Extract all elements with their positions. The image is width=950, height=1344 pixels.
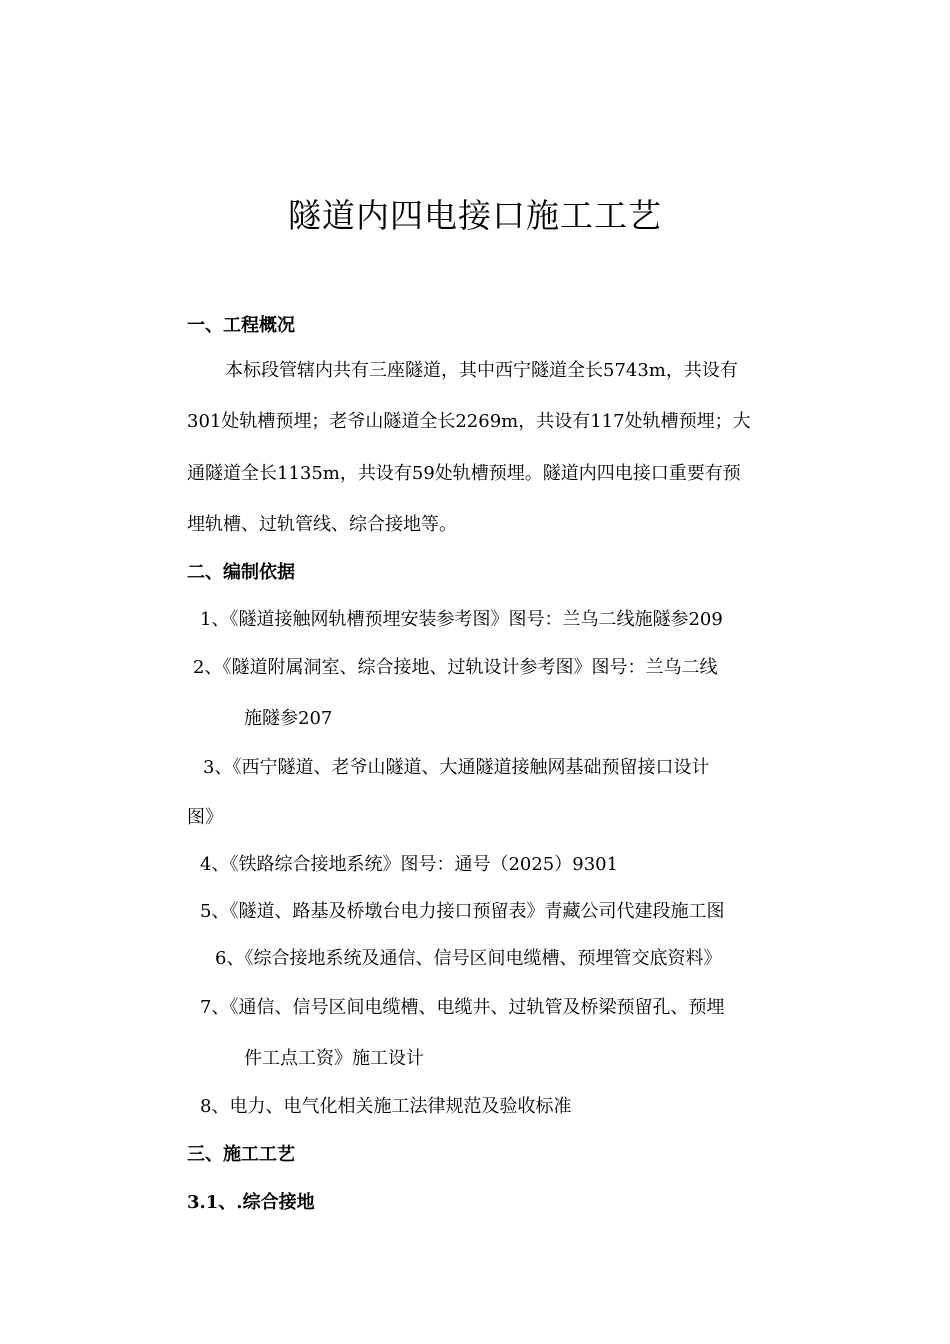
subsection-heading-grounding: 3.1、.综合接地 [187, 1192, 315, 1213]
section-heading-basis: 二、编制依据 [187, 562, 295, 583]
paragraph-line: 通隧道全长1135m，共设有59处轨槽预埋。隧道内四电接口重要有预 [187, 463, 741, 484]
paragraph-line: 301处轨槽预埋；老爷山隧道全长2269m，共设有117处轨槽预埋；大 [187, 411, 751, 432]
reference-item-continuation: 图》 [187, 807, 223, 828]
reference-item: 6、《综合接地系统及通信、信号区间电缆槽、预埋管交底资料》 [215, 948, 722, 969]
reference-item: 1、《隧道接触网轨槽预埋安装参考图》图号：兰乌二线施隧参209 [200, 609, 723, 630]
section-heading-overview: 一、工程概况 [187, 315, 295, 336]
reference-item: 8、电力、电气化相关施工法律规范及验收标准 [200, 1096, 572, 1117]
section-heading-process: 三、施工工艺 [187, 1144, 295, 1165]
reference-item: 7、《通信、信号区间电缆槽、电缆井、过轨管及桥梁预留孔、预埋 [200, 997, 725, 1018]
reference-item-continuation: 施隧参207 [244, 708, 333, 729]
reference-item: 3、《西宁隧道、老爷山隧道、大通隧道接触网基础预留接口设计 [203, 757, 710, 778]
document-title: 隧道内四电接口施工工艺 [288, 196, 662, 235]
paragraph-line: 埋轨槽、过轨管线、综合接地等。 [187, 514, 457, 535]
reference-item-continuation: 件工点工资》施工设计 [244, 1048, 424, 1069]
reference-item: 2、《隧道附属洞室、综合接地、过轨设计参考图》图号：兰乌二线 [193, 657, 718, 678]
paragraph-line: 本标段管辖内共有三座隧道，其中西宁隧道全长5743m，共设有 [225, 360, 738, 381]
reference-item: 4、《铁路综合接地系统》图号：通号（2025）9301 [200, 854, 619, 875]
reference-item: 5、《隧道、路基及桥墩台电力接口预留表》青藏公司代建段施工图 [200, 901, 725, 922]
